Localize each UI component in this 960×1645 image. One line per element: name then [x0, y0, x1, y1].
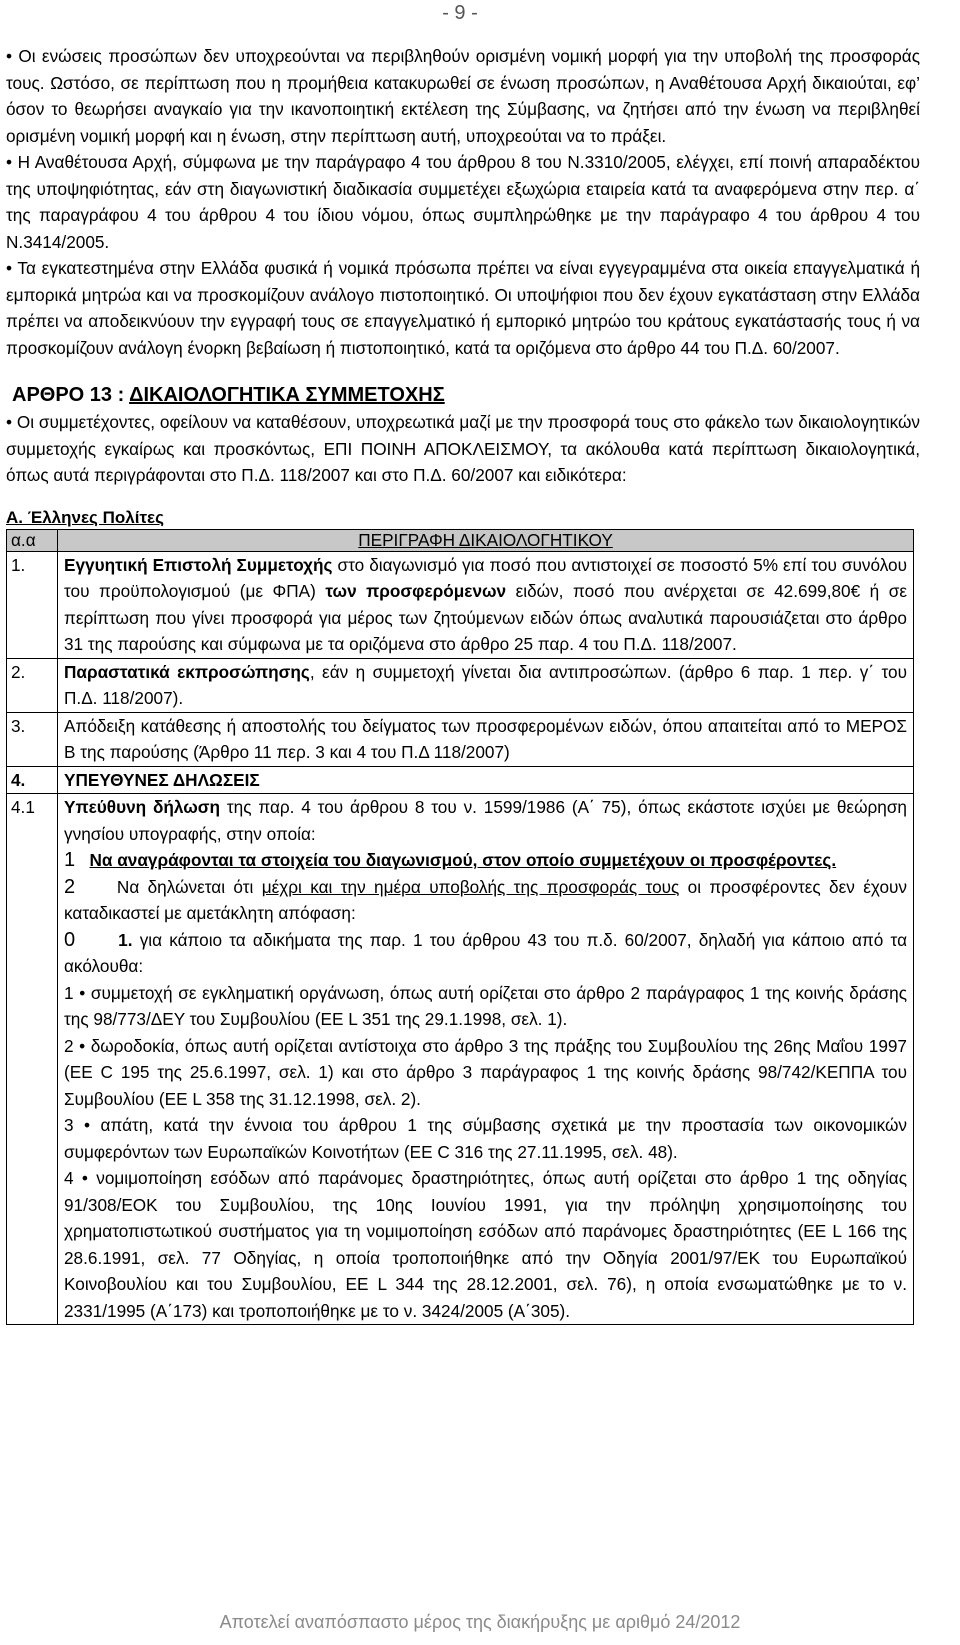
table-header-row [7, 529, 914, 551]
table-row [7, 551, 914, 658]
row-text-part: στο διαγωνισμό για ποσό που αντιστοιχεί σε ποσοστό 5% επί του συνόλου του προϋπολογισμού (με ΦΠΑ) [64, 554, 907, 601]
row-text [58, 658, 914, 712]
row-bold: των προσφερόμενων [325, 581, 507, 601]
row-bold: Υπεύθυνη δήλωση [64, 797, 221, 817]
offence-item: 3 • απάτη, κατά την έννοια του άρθρου 1 της σύμβασης σχετικά με την προστασία των οικονομικών συμφερόντων των Ευρωπαϊκών Κοινοτήτων (ΕΕ C 316 της 27.11.1995, σελ. 48). [64, 1115, 907, 1162]
row-num: 4.1 [7, 794, 58, 1325]
row-num: 2. [7, 658, 58, 712]
table-row [7, 794, 914, 1325]
documents-table [6, 529, 914, 1326]
item-text: Να αναγράφονται τα στοιχεία του διαγωνισμού, στον οποίο συμμετέχουν οι προσφέροντες. [89, 850, 837, 870]
article-heading [12, 381, 920, 409]
offence-item: 1 • συμμετοχή σε εγκληματική οργάνωση, όπως αυτή ορίζεται στο άρθρο 2 παράγραφος 1 της κοινής δράσης της 98/773/ΔΕΥ του Συμβουλίου (ΕΕ L 351 της 29.1.1998, σελ. 1). [64, 982, 907, 1029]
table-row [7, 658, 914, 712]
row-bold: Εγγυητική Επιστολή Συμμετοχής [64, 554, 333, 575]
item-num: 0 [64, 928, 76, 951]
page-number: - 9 - [442, 2, 478, 24]
row-num: 3. [7, 712, 58, 766]
row-text [58, 766, 914, 794]
item-text: για κάποιο τα αδικήματα της παρ. 1 του άρθρου 43 του π.δ. 60/2007, δηλαδή για κάποιο από τα ακόλουθα: [64, 929, 908, 976]
subsection-title: Α. Έλληνες Πολίτες [6, 507, 164, 527]
header-num: α.α [7, 529, 58, 551]
item-text: Να δηλώνεται ότι [116, 876, 262, 897]
row-bold: ΥΠΕΥΘΥΝΕΣ ΔΗΛΩΣΕΙΣ [64, 769, 260, 790]
intro-paragraph-1: • Οι ενώσεις προσώπων δεν υποχρεούνται να περιβληθούν ορισμένη νομική μορφή για την υποβολή της προσφοράς τους. Ωστόσο, σε περίπτωση που η προμήθεια κατακυρωθεί σε ένωση προσώπων, η Αναθέτουσα Αρχή δικαιούται, εφ’ όσον το θεωρήσει αναγκαίο για την ικανοποιητική εκτέλεση της Σύμβασης, να ζητήσει από την ένωση να περιβληθεί ορισμένη νομική μορφή και η ένωση, στην περίπτωση αυτή, υποχρεούται να το πράξει. [6, 46, 920, 146]
item-bold: 1. [118, 929, 133, 950]
header-title: ΠΕΡΙΓΡΑΦΗ ΔΙΚΑΙΟΛΟΓΗΤΙΚΟΥ [58, 529, 914, 551]
item-text-underlined: μέχρι και την ημέρα υποβολής της προσφοράς τους [261, 876, 680, 897]
item-num: 1 [64, 849, 76, 871]
row-text-part: της παρ. 4 του άρθρου 8 του ν. 1599/1986 (Α΄ 75), όπως εκάστοτε ισχύει με θεώρηση γνησίου υπογραφής, στην οποία: [64, 797, 907, 844]
document-body [6, 43, 920, 1325]
row-text [58, 551, 914, 658]
intro-paragraph-2: • Η Αναθέτουσα Αρχή, σύμφωνα με την παράγραφο 4 του άρθρου 8 του Ν.3310/2005, ελέγχει, επί ποινή απαραδέκτου της υποψηφιότητας, εάν στη διαγωνιστική διαδικασία συμμετέχει εξωχώρια εταιρεία κατά τα αναφερόμενα στην περ. α΄ της παραγράφου 4 του άρθρου 4 του ίδιου νόμου, όπως συμπληρώθηκε με την παράγραφο 4 του άρθρου 4 του Ν.3414/2005. [6, 152, 920, 252]
table-row [7, 766, 914, 794]
row-text: Απόδειξη κατάθεσης ή αποστολής του δείγματος των προσφερομένων ειδών, όπου απαιτείται από το ΜΕΡΟΣ Β της παρούσης (Άρθρο 11 περ. 3 και 4 του Π.Δ 118/2007) [58, 712, 914, 766]
footer-note: Αποτελεί αναπόσπαστο μέρος της διακήρυξης με αριθμό 24/2012 [219, 1612, 741, 1632]
item-text: οι προσφέροντες δεν έχουν καταδικαστεί με αμετάκλητη απόφαση: [64, 876, 907, 923]
row-bold: Παραστατικά εκπροσώπησης [64, 661, 310, 682]
row-num: 1. [7, 551, 58, 658]
offence-item: 2 • δωροδοκία, όπως αυτή ορίζεται αντίστοιχα στο άρθρο 3 της πράξης του Συμβουλίου της 26ης Μαΐου 1997 (ΕΕ C 195 της 25.6.1997, σελ. 1) και στο άρθρο 3 παράγραφος 1 της κοινής δράσης 98/742/ΚΕΠΠΑ του Συμβουλίου (ΕΕ L 358 της 31.12.1998, σελ. 2). [64, 1035, 907, 1109]
row-text-part: ειδών, ποσό που ανέρχεται σε 42.699,80€ ή σε περίπτωση που γίνει προσφορά για μέρος των ζητούμενων ειδών όπως αναλυτικά παρουσιάζεται στο άρθρο 31 της παρούσης και σύμφωνα με τα οριζόμενα στο άρθρο 25 παρ. 4 του Π.Δ. 118/2007. [64, 581, 907, 654]
article-prefix: ΑΡΘΡΟ 13 : [12, 384, 130, 406]
row-text [58, 794, 914, 1325]
article-title: ΔΙΚΑΙΟΛΟΓΗΤΙΚΑ ΣΥΜΜΕΤΟΧΗΣ [129, 384, 445, 406]
table-row [7, 712, 914, 766]
row-text-part: , εάν η συμμετοχή γίνεται δια αντιπροσώπων. (άρθρο 6 παρ. 1 περ. γ΄ του Π.Δ. 118/2007). [64, 661, 907, 708]
article-paragraph-1: • Οι συμμετέχοντες, οφείλουν να καταθέσουν, υποχρεωτικά μαζί με την προσφορά τους στο φάκελο των δικαιολογητικών συμμετοχής εγκαίρως και προσκόντως, ΕΠΙ ΠΟΙΝΗ ΑΠΟΚΛΕΙΣΜΟΥ, τα ακόλουθα κατά περίπτωση δικαιολογητικά, όπως αυτά περιγράφονται στο Π.Δ. 118/2007 και στο Π.Δ. 60/2007 και ειδικότερα: [6, 412, 920, 485]
item-num: 2 [64, 875, 76, 898]
row-num-bold: 4. [11, 769, 26, 790]
row-num [7, 766, 58, 794]
intro-paragraph-3: • Τα εγκατεστημένα στην Ελλάδα φυσικά ή νομικά πρόσωπα πρέπει να είναι εγγεγραμμένα στα οικεία επαγγελματικά ή εμπορικά μητρώα και να προσκομίζουν ανάλογο πιστοποιητικό. Οι υποψήφιοι που δεν έχουν εγκατάσταση στην Ελλάδα πρέπει να αποδεικνύουν την εγγραφή τους σε επαγγελματικό ή εμπορικό μητρώο του κράτους εγκατάστασής τους ή να προσκομίζουν ανάλογη ένορκη βεβαίωση ή πιστοποιητικό, κατά τα οριζόμενα στο άρθρο 44 του Π.Δ. 60/2007. [6, 258, 920, 358]
offence-item: 4 • νομιμοποίηση εσόδων από παράνομες δραστηριότητες, όπως αυτή ορίζεται στο άρθρο 1 της οδηγίας 91/308/ΕΟΚ του Συμβουλίου, της 10ης Ιουνίου 1991, για την πρόληψη χρησιμοποίησης του χρηματοπιστωτικού συστήματος για τη νομιμοποίηση εσόδων από παράνομες δραστηριότητες (ΕΕ L 166 της 28.6.1991, σελ. 77 Οδηγίας, η οποία τροποποιήθηκε από την Οδηγία 2001/97/ΕΚ του Ευρωπαϊκού Κοινοβουλίου και του Συμβουλίου, ΕΕ L 344 της 28.12.2001, σελ. 76), η οποία ενσωματώθηκε με το ν. 2331/1995 (Α΄173) και τροποποιήθηκε με το ν. 3424/2005 (Α΄305). [64, 1168, 907, 1321]
